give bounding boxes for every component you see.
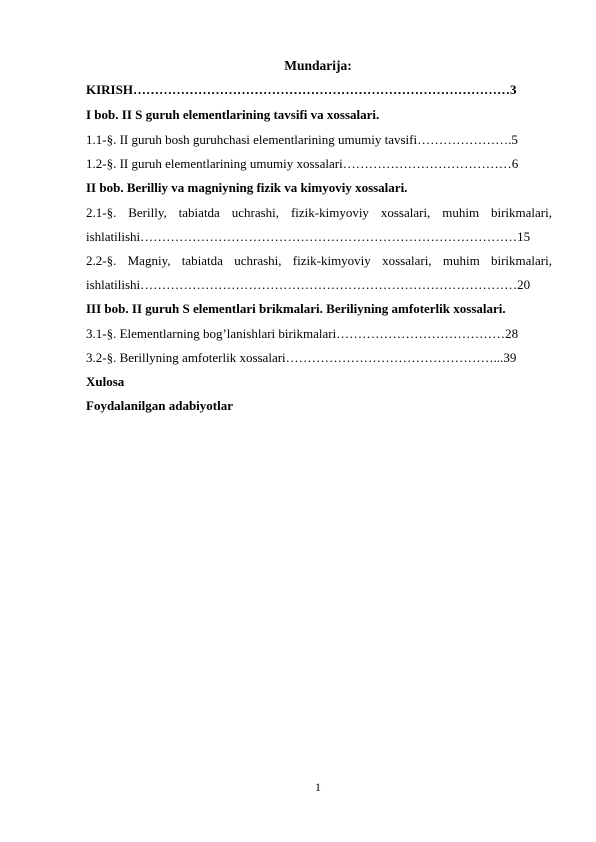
toc-section-3-1: 3.1-§. Elementlarning bog’lanishlari birikmalari…………………………………28	[86, 326, 519, 341]
toc-entry-kirish: KIRISH……………………………………………………………………………3	[86, 82, 517, 97]
toc-chapter-3: III bob. II guruh S elementlari brikmalari. Beriliyning amfoterlik xossalari.	[86, 301, 506, 316]
toc-section-3-2: 3.2-§. Berillyning amfoterlik xossalari…………………………………………...39	[86, 350, 517, 365]
toc-section-2-2: 2.2-§. Magniy, tabiatda uchrashi, fizik-kimyoviy xossalari, muhim birikmalari,	[86, 253, 552, 268]
toc-section-2-1-cont: ishlatilishi……………………………………………………………………………15	[86, 229, 531, 244]
toc-section-2-2-cont: ishlatilishi……………………………………………………………………………20	[86, 277, 531, 292]
toc-section-2-1: 2.1-§. Berilly, tabiatda uchrashi, fizik-kimyoviy xossalari, muhim birikmalari,	[86, 205, 552, 220]
toc-chapter-1: I bob. II S guruh elementlarining tavsifi va xossalari.	[86, 107, 380, 122]
page-number: 1	[315, 780, 321, 794]
toc-section-1-1: 1.1-§. II guruh bosh guruhchasi elementlarining umumiy tavsifi………………….5	[86, 132, 518, 147]
page-title: Mundarija:	[284, 58, 352, 73]
toc-entry-adabiyotlar: Foydalanilgan adabiyotlar	[86, 398, 233, 413]
toc-chapter-2: II bob. Berilliy va magniyning fizik va kimyoviy xossalari.	[86, 180, 408, 195]
toc-entry-xulosa: Xulosa	[86, 374, 125, 389]
toc-section-1-2: 1.2-§. II guruh elementlarining umumiy xossalari…………………………………6	[86, 156, 519, 171]
